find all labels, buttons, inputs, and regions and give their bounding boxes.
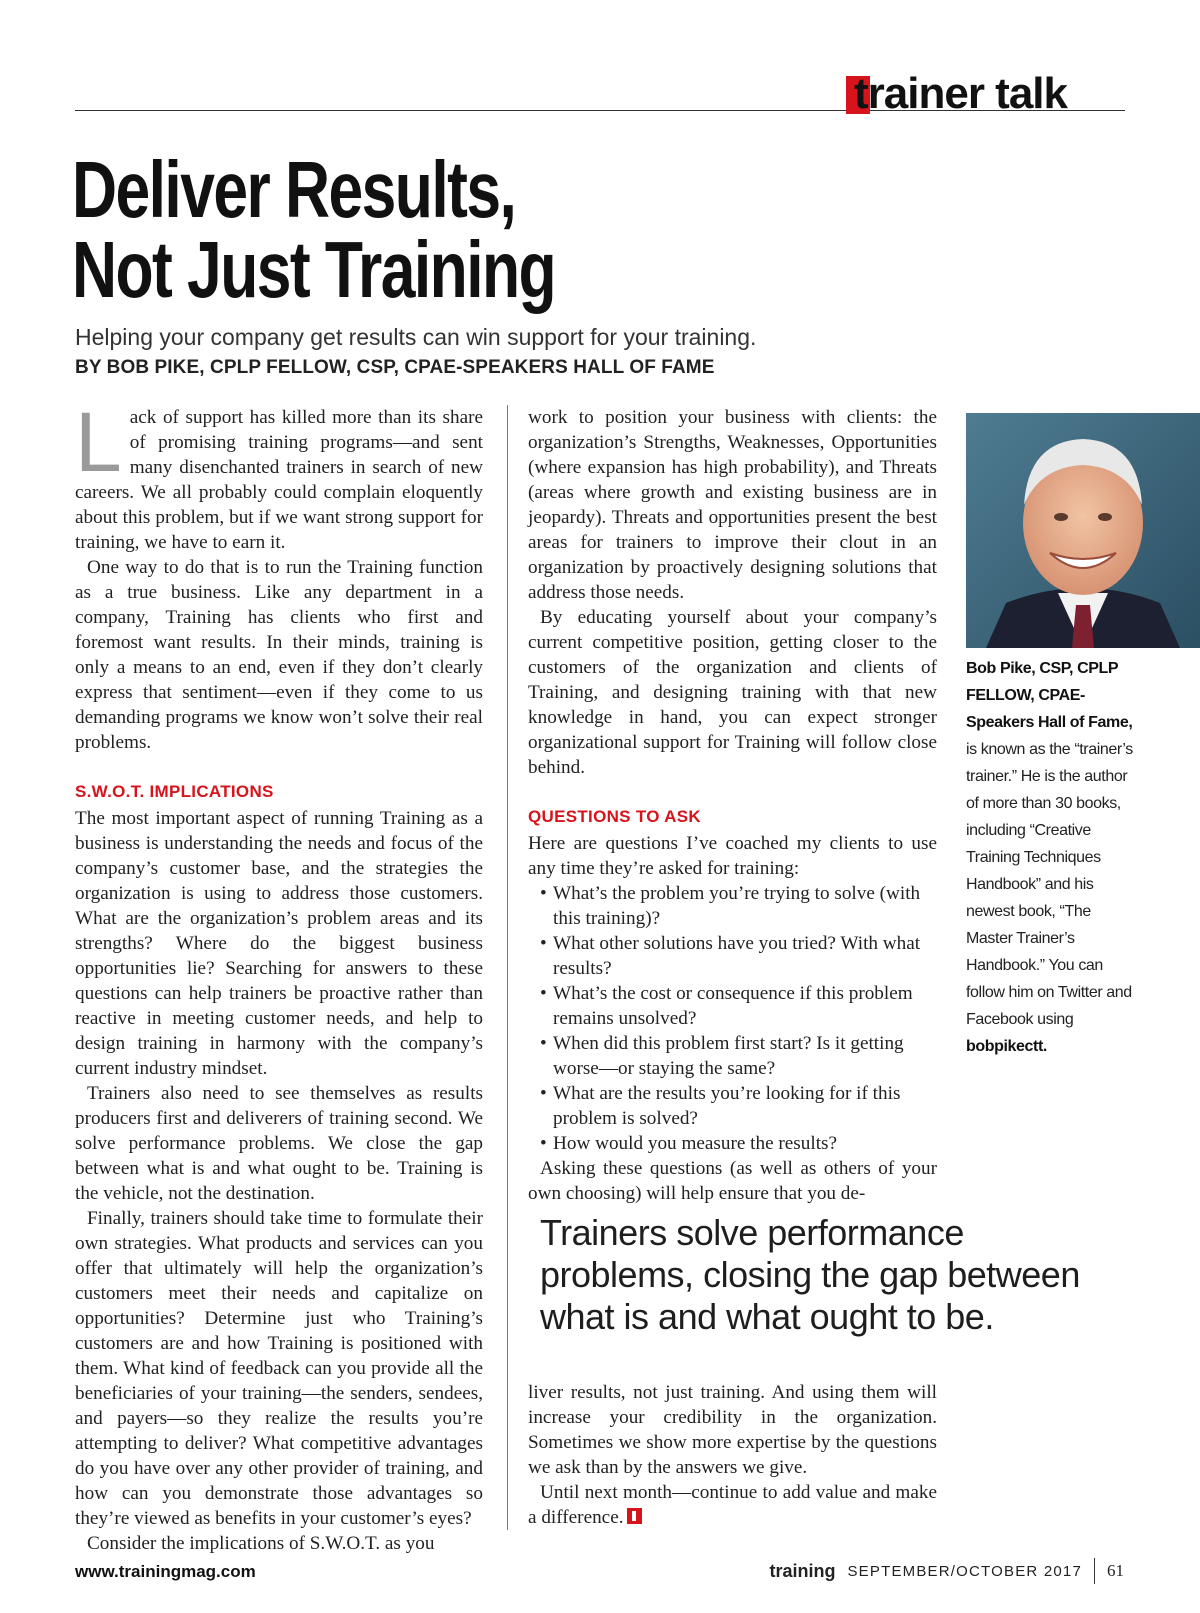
author-handle: bobpikectt.: [966, 1038, 1047, 1055]
article-title: [72, 145, 774, 314]
swot-heading: S.W.O.T. IMPLICATIONS: [75, 782, 274, 801]
author-photo: [966, 413, 1200, 648]
closing-paragraph-1: liver results, not just training. And using them will increase your credibility in the organization. Sometimes we show more expertise by the questions we ask than by the answers we give.: [528, 1382, 937, 1478]
byline: BY BOB PIKE, CPLP FELLOW, CSP, CPAE-SPEAKERS HALL OF FAME: [75, 357, 715, 378]
closing-paragraph-2: [528, 1480, 937, 1530]
questions-after: Asking these questions (as well as others of your own choosing) will help ensure that you de-: [528, 1158, 937, 1204]
closing-text: Until next month—continue to add value and make a difference.: [528, 1482, 937, 1528]
question-item: • When did this problem first start? Is it getting worse—or staying the same?: [528, 1031, 937, 1081]
author-bio-text: is known as the “trainer’s trainer.” He is the author of more than 30 books, including “Creative Training Techniques Handbook” and his newest book, “The Master Trainer’s Handbook.” You can follow him on Twitter and Facebook using: [966, 741, 1133, 1028]
author-name: Bob Pike, CSP, CPLP FELLOW, CPAE-Speakers Hall of Fame,: [966, 660, 1133, 731]
question-item: • What’s the problem you’re trying to solve (with this training)?: [528, 881, 937, 931]
section-tag: [846, 69, 1067, 118]
intro-paragraph: [75, 395, 483, 555]
question-item: • How would you measure the results?: [528, 1131, 937, 1156]
col2-paragraph-1: work to position your business with clients: the organization’s Strengths, Weaknesses, Opportunities (where expansion has high probability), and Threats (areas where growth and existing business are in jeopardy). Threats and opportunities present the best areas for trainers to improve their clout in an organization by proactively designing solutions that address those needs.: [528, 407, 937, 603]
title-line-2: Not Just Training: [72, 225, 556, 314]
col2-paragraph-2: By educating yourself about your company’s current competitive position, getting closer to the customers of the organization and clients of Training, and designing training with that new knowledge in hand, you can expect stronger organizational support for Training will follow close behind.: [528, 607, 937, 778]
author-bio: [966, 655, 1141, 1060]
article-column-1: [75, 395, 483, 1556]
footer-magazine: training: [769, 1560, 836, 1581]
questions-intro: Here are questions I’ve coached my clients to use any time they’re asked for training:: [528, 833, 937, 879]
title-line-1: Deliver Results,: [72, 145, 516, 234]
paragraph-2: One way to do that is to run the Training function as a true business. Like any department in a company, Training has clients who first and foremost want results. In their minds, training is only a means to an end, even if they don’t clearly express that sentiment—even if they come to us demanding programs we know won’t solve their real problems.: [75, 557, 483, 753]
swot-paragraph-3: Finally, trainers should take time to formulate their own strategies. What products and services can you offer that ultimately will help the organization’s customers meet their needs and capitalize on opportunities? Determine just who Training’s customers are and how Training is positioned with them. What kind of feedback can you provide all the beneficiaries of your training—the senders, sendees, and payers—so they realize the results you’re attempting to deliver? What competitive advantages do you have over any other provider of training, and how can you demonstrate those advantages so they’re viewed as benefits in your customer’s eyes?: [75, 1208, 483, 1529]
question-item: • What’s the cost or consequence if this problem remains unsolved?: [528, 981, 937, 1031]
swot-paragraph-2: Trainers also need to see themselves as results producers first and deliverers of training second. We solve performance problems. We close the gap between what is and what ought to be. Training is the vehicle, not the destination.: [75, 1083, 483, 1204]
footer-issue: SEPTEMBER/OCTOBER 2017: [847, 1562, 1082, 1580]
intro-text: ack of support has killed more than its share of promising training programs—and sent many disenchanted trainers in search of new careers. We all probably could complain eloquently about this problem, but if we want strong support for training, we have to earn it.: [75, 407, 483, 553]
questions-list: [528, 881, 937, 1156]
column-divider: [507, 405, 508, 1530]
footer-separator: [1094, 1558, 1095, 1584]
drop-cap: L: [75, 395, 122, 489]
swot-paragraph-4: Consider the implications of S.W.O.T. as you: [87, 1533, 435, 1554]
article-column-2-continued: [528, 1380, 937, 1530]
article-column-2: [528, 405, 937, 1206]
section-tag-label: trainer talk: [854, 69, 1067, 118]
question-item: • What other solutions have you tried? With what results?: [528, 931, 937, 981]
article-subtitle: Helping your company get results can win support for your training.: [75, 324, 757, 350]
questions-heading: QUESTIONS TO ASK: [528, 807, 701, 826]
question-item: • What are the results you’re looking for if this problem is solved?: [528, 1081, 937, 1131]
footer-url[interactable]: www.trainingmag.com: [75, 1562, 256, 1581]
page-number: 61: [1107, 1561, 1124, 1580]
pull-quote: Trainers solve performance problems, closing the gap between what is and what ought to be.: [540, 1212, 1080, 1337]
footer-folio: [769, 1558, 1124, 1584]
swot-paragraph-1: The most important aspect of running Training as a business is understanding the needs and focus of the company’s customer base, and the strategies the organization is using to address those customers. What are the organization’s problem areas and its strengths? Where do the biggest business opportunities lie? Searching for answers to these questions can help trainers be proactive rather than reactive in meeting customer needs, and help to design training in harmony with the company’s current industry mindset.: [75, 808, 483, 1079]
end-mark-icon: [627, 1508, 642, 1524]
